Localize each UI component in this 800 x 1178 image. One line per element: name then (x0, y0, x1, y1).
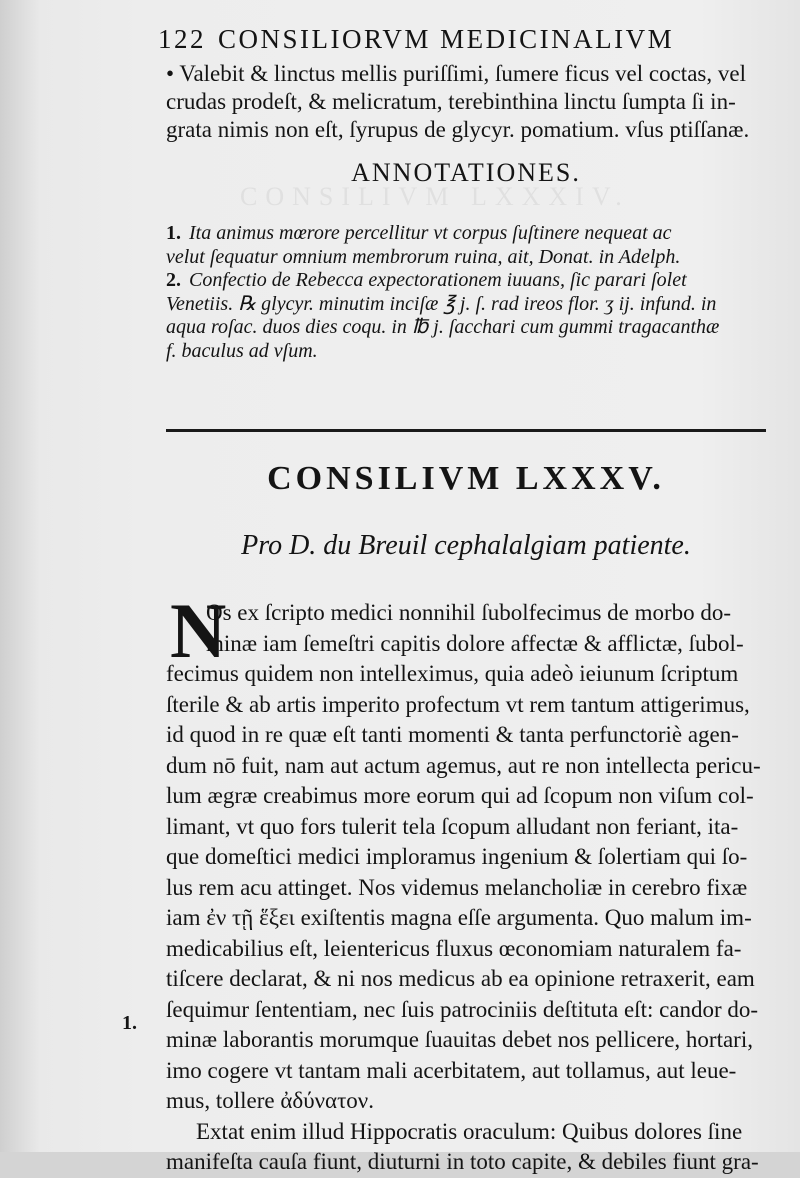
body-line: minæ iam ſemeſtri capitis dolore affectæ & afflictæ, ſubol- (206, 630, 744, 656)
body-line: dum nō fuit, nam aut actum agemus, aut re non intellecta pericu- (166, 752, 761, 778)
text-line: crudas prodeſt, & melicratum, terebinthina linctu ſumpta ſi in- (166, 89, 736, 114)
page-number: 122 (158, 24, 206, 54)
body-line: manifeſta cauſa fiunt, diuturni in toto capite, & debiles fiunt gra- (166, 1149, 759, 1174)
text-line: grata nimis non eſt, ſyrupus de glycyr. pomatium. vſus ptiſſanæ. (166, 117, 750, 142)
body-line: minæ laborantis morumque ſuauitas debet nos pellicere, hortari, (166, 1027, 753, 1052)
consilium-title: CONSILIVM LXXXV. (267, 460, 665, 497)
annotation-line: aqua roſac. duos dies coqu. in ℔ j. ſacchari cum gummi tragacanthæ (166, 316, 720, 338)
body-line: Os ex ſcripto medici nonnihil ſubolfecimus de morbo do- (206, 600, 732, 625)
body-line: medicabilius eſt, leientericus fluxus œconomiam naturalem fa- (166, 935, 742, 961)
margin-note-number: 1. (122, 1012, 137, 1034)
text-line: • Valebit & linctus mellis puriſſimi, ſumere ficus vel coctas, vel (166, 61, 746, 86)
body-line: ſequimur ſententiam, nec ſuis patrociniis deſtituta eſt: candor do- (166, 996, 759, 1022)
section-divider (166, 429, 766, 432)
body-line: Extat enim illud Hippocratis oraculum: Quibus dolores ſine (196, 1118, 743, 1144)
annotation-line: velut ſequatur omnium membrorum ruina, ait, Donat. in Adelph. (166, 245, 681, 268)
body-line: iam ἐν τῇ ἕξει exiſtentis magna eſſe argumenta. Quo malum im- (166, 905, 752, 930)
annotation-line: f. baculus ad vſum. (166, 339, 318, 362)
body-line: lus rem acu attinget. Nos videmus melancholiæ in cerebro fixæ (166, 874, 748, 900)
drop-cap: N (170, 587, 227, 674)
body-line: fecimus quidem non intelleximus, quia adeò ieiunum ſcriptum (166, 661, 739, 686)
running-title: CONSILIORVM MEDICINALIVM (218, 24, 675, 54)
body-line: mus, tollere ἀδύνατον. (166, 1088, 374, 1113)
annotation-number: 1. (166, 222, 181, 244)
body-line: imo cogere vt tantam mali acerbitatem, aut tollamus, aut leue- (166, 1057, 737, 1083)
body-line: tiſcere declarat, & ni nos medicus ab ea opinione retraxerit, eam (166, 966, 755, 991)
annotation-number: 2. (166, 269, 181, 291)
annotationes-block (166, 222, 766, 363)
annotation-line (166, 222, 766, 246)
bleed-through: CONSILIVM LXXXIV. (240, 182, 630, 211)
annotationes-heading: ANNOTATIONES. (351, 158, 581, 187)
consilium-body (166, 587, 766, 1178)
running-header (158, 24, 768, 55)
body-line: ſterile & ab artis imperito profectum vt rem tantum attigerimus, (166, 691, 750, 717)
annotation-text: Confectio de Rebecca expectorationem iuuans, ſic parari ſolet (189, 269, 687, 291)
continued-text (166, 60, 766, 144)
annotation-line: Venetiis. ℞ glycyr. minutim inciſæ ℥ j. ſ. rad ireos flor. ʒ ij. infund. in (166, 292, 717, 315)
annotation-text: Ita animus mœrore percellitur vt corpus ſuſtinere nequeat ac (189, 222, 672, 244)
consilium-subtitle: Pro D. du Breuil cephalalgiam patiente. (241, 530, 691, 561)
body-line: lum ægræ creabimus more eorum qui ad ſcopum non viſum col- (166, 783, 754, 808)
body-line: limant, vt quo fors tulerit tela ſcopum alludant non feriant, ita- (166, 813, 739, 839)
body-line: que domeſtici medici imploramus ingenium & ſolertiam qui ſo- (166, 844, 748, 869)
body-line: id quod in re quæ eſt tanti momenti & tanta perfunctoriè agen- (166, 722, 739, 747)
annotation-line (166, 269, 766, 293)
